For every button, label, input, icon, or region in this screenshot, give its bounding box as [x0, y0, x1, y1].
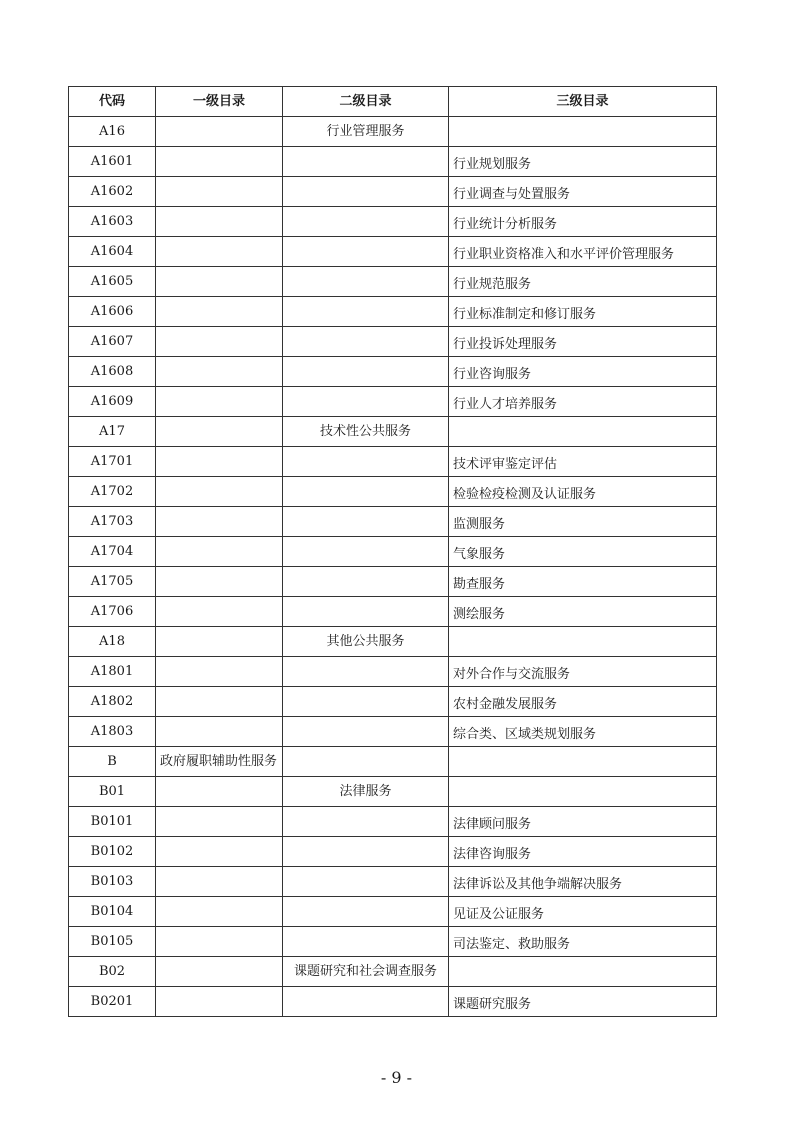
- code-cell: A1604: [69, 237, 156, 267]
- table-row: [69, 507, 717, 537]
- table-row: [69, 477, 717, 507]
- table-row: [69, 537, 717, 567]
- level1-cell: [156, 357, 283, 387]
- table-row: [69, 147, 717, 177]
- level2-cell: [283, 597, 449, 627]
- level3-cell: 行业职业资格准入和水平评价管理服务: [449, 237, 717, 267]
- level2-cell: [283, 567, 449, 597]
- level1-cell: [156, 927, 283, 957]
- level3-cell: [449, 417, 717, 447]
- table-row: [69, 267, 717, 297]
- level2-cell: [283, 747, 449, 777]
- level2-cell: [283, 867, 449, 897]
- code-cell: A1602: [69, 177, 156, 207]
- level1-cell: [156, 807, 283, 837]
- level3-cell: 行业咨询服务: [449, 357, 717, 387]
- level3-cell: 对外合作与交流服务: [449, 657, 717, 687]
- level3-cell: [449, 117, 717, 147]
- level2-cell: 其他公共服务: [283, 627, 449, 657]
- level1-cell: [156, 117, 283, 147]
- level1-cell: [156, 597, 283, 627]
- table-row: [69, 867, 717, 897]
- table-row: [69, 807, 717, 837]
- table-row: [69, 207, 717, 237]
- level2-cell: [283, 327, 449, 357]
- level3-cell: 勘查服务: [449, 567, 717, 597]
- level2-cell: [283, 507, 449, 537]
- level3-cell: [449, 957, 717, 987]
- table-row: [69, 987, 717, 1017]
- table-row: [69, 117, 717, 147]
- level3-cell: 检验检疫检测及认证服务: [449, 477, 717, 507]
- table-row: [69, 627, 717, 657]
- table-row: [69, 447, 717, 477]
- code-cell: B0101: [69, 807, 156, 837]
- level1-cell: [156, 237, 283, 267]
- level3-cell: 测绘服务: [449, 597, 717, 627]
- level3-cell: 司法鉴定、救助服务: [449, 927, 717, 957]
- code-cell: B0201: [69, 987, 156, 1017]
- level2-cell: [283, 807, 449, 837]
- code-cell: A1702: [69, 477, 156, 507]
- table-row: [69, 897, 717, 927]
- level3-cell: 监测服务: [449, 507, 717, 537]
- level1-cell: [156, 177, 283, 207]
- level1-cell: [156, 987, 283, 1017]
- level2-cell: [283, 267, 449, 297]
- level2-cell: [283, 927, 449, 957]
- table-row: [69, 327, 717, 357]
- level2-cell: [283, 147, 449, 177]
- code-cell: A1803: [69, 717, 156, 747]
- level1-cell: [156, 447, 283, 477]
- level2-cell: 行业管理服务: [283, 117, 449, 147]
- level2-cell: [283, 177, 449, 207]
- code-cell: A1606: [69, 297, 156, 327]
- code-cell: A1608: [69, 357, 156, 387]
- level2-cell: [283, 987, 449, 1017]
- level3-cell: 法律顾问服务: [449, 807, 717, 837]
- level2-cell: [283, 447, 449, 477]
- level3-cell: [449, 627, 717, 657]
- level3-cell: 行业调查与处置服务: [449, 177, 717, 207]
- code-cell: A1801: [69, 657, 156, 687]
- level3-cell: 行业统计分析服务: [449, 207, 717, 237]
- code-cell: A1706: [69, 597, 156, 627]
- code-cell: A1605: [69, 267, 156, 297]
- level1-cell: [156, 477, 283, 507]
- table-row: [69, 387, 717, 417]
- level1-cell: [156, 567, 283, 597]
- level1-cell: [156, 507, 283, 537]
- code-cell: B0103: [69, 867, 156, 897]
- level2-cell: [283, 687, 449, 717]
- table-row: [69, 297, 717, 327]
- code-cell: A1603: [69, 207, 156, 237]
- code-cell: B: [69, 747, 156, 777]
- table-row: [69, 717, 717, 747]
- code-cell: A17: [69, 417, 156, 447]
- table-row: [69, 747, 717, 777]
- level1-cell: 政府履职辅助性服务: [156, 747, 283, 777]
- level2-cell: [283, 537, 449, 567]
- code-cell: A16: [69, 117, 156, 147]
- header-level1: 一级目录: [156, 87, 283, 117]
- level3-cell: 气象服务: [449, 537, 717, 567]
- code-cell: A1703: [69, 507, 156, 537]
- level2-cell: 技术性公共服务: [283, 417, 449, 447]
- table-header-row: [69, 87, 717, 117]
- table-row: [69, 357, 717, 387]
- table-row: [69, 927, 717, 957]
- level1-cell: [156, 837, 283, 867]
- level2-cell: [283, 297, 449, 327]
- code-cell: A1609: [69, 387, 156, 417]
- level3-cell: 课题研究服务: [449, 987, 717, 1017]
- level1-cell: [156, 207, 283, 237]
- table-row: [69, 657, 717, 687]
- level2-cell: [283, 237, 449, 267]
- level3-cell: 法律咨询服务: [449, 837, 717, 867]
- level1-cell: [156, 777, 283, 807]
- level3-cell: 行业规范服务: [449, 267, 717, 297]
- table-row: [69, 567, 717, 597]
- level3-cell: [449, 777, 717, 807]
- header-code: 代码: [69, 87, 156, 117]
- catalog-table: [68, 86, 717, 1017]
- level1-cell: [156, 417, 283, 447]
- level1-cell: [156, 297, 283, 327]
- table-row: [69, 177, 717, 207]
- level3-cell: 综合类、区域类规划服务: [449, 717, 717, 747]
- level1-cell: [156, 387, 283, 417]
- level1-cell: [156, 627, 283, 657]
- level2-cell: 法律服务: [283, 777, 449, 807]
- level2-cell: [283, 717, 449, 747]
- table-row: [69, 237, 717, 267]
- code-cell: A1704: [69, 537, 156, 567]
- level2-cell: [283, 837, 449, 867]
- level1-cell: [156, 537, 283, 567]
- header-level3: 三级目录: [449, 87, 717, 117]
- level3-cell: 技术评审鉴定评估: [449, 447, 717, 477]
- level3-cell: 行业标准制定和修订服务: [449, 297, 717, 327]
- level3-cell: 行业规划服务: [449, 147, 717, 177]
- level3-cell: 农村金融发展服务: [449, 687, 717, 717]
- level1-cell: [156, 897, 283, 927]
- table-row: [69, 837, 717, 867]
- table-row: [69, 687, 717, 717]
- table-row: [69, 777, 717, 807]
- code-cell: B01: [69, 777, 156, 807]
- header-level2: 二级目录: [283, 87, 449, 117]
- level2-cell: 课题研究和社会调查服务: [283, 957, 449, 987]
- level1-cell: [156, 717, 283, 747]
- level1-cell: [156, 687, 283, 717]
- level2-cell: [283, 897, 449, 927]
- code-cell: A1601: [69, 147, 156, 177]
- level1-cell: [156, 867, 283, 897]
- level3-cell: [449, 747, 717, 777]
- code-cell: A1705: [69, 567, 156, 597]
- level1-cell: [156, 267, 283, 297]
- level2-cell: [283, 657, 449, 687]
- level2-cell: [283, 357, 449, 387]
- level2-cell: [283, 477, 449, 507]
- code-cell: B0105: [69, 927, 156, 957]
- code-cell: B0104: [69, 897, 156, 927]
- table-row: [69, 417, 717, 447]
- code-cell: A18: [69, 627, 156, 657]
- level3-cell: 行业人才培养服务: [449, 387, 717, 417]
- level1-cell: [156, 327, 283, 357]
- table-row: [69, 597, 717, 627]
- table-row: [69, 957, 717, 987]
- code-cell: A1607: [69, 327, 156, 357]
- level3-cell: 见证及公证服务: [449, 897, 717, 927]
- page-number: - 9 -: [380, 1068, 413, 1087]
- code-cell: A1701: [69, 447, 156, 477]
- level3-cell: 行业投诉处理服务: [449, 327, 717, 357]
- level2-cell: [283, 207, 449, 237]
- level1-cell: [156, 147, 283, 177]
- level3-cell: 法律诉讼及其他争端解决服务: [449, 867, 717, 897]
- level2-cell: [283, 387, 449, 417]
- code-cell: A1802: [69, 687, 156, 717]
- code-cell: B02: [69, 957, 156, 987]
- code-cell: B0102: [69, 837, 156, 867]
- level1-cell: [156, 657, 283, 687]
- level1-cell: [156, 957, 283, 987]
